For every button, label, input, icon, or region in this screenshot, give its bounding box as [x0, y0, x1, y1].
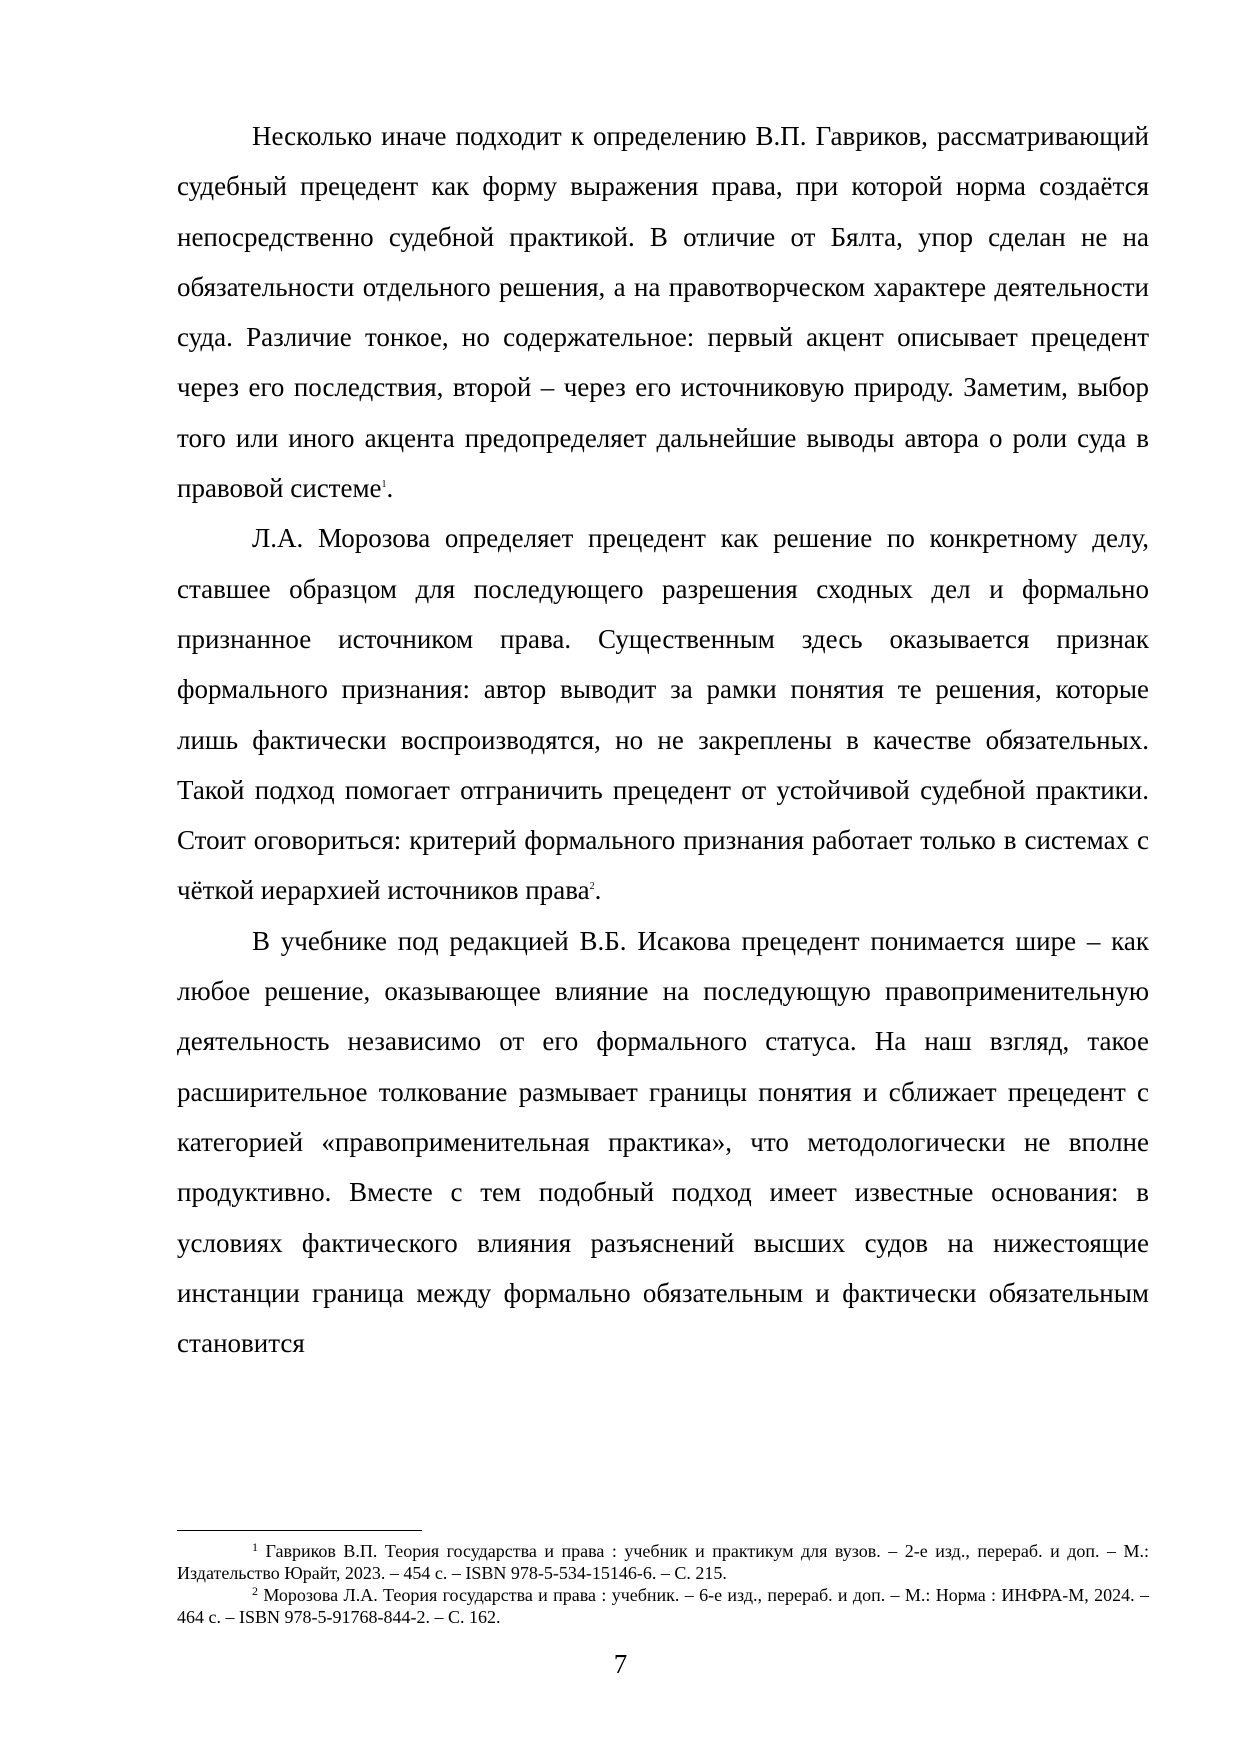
paragraph-1-tail: . [386, 473, 394, 504]
paragraph-3-text: В учебнике под редакцией В.Б. Исакова прецедент понимается шире – как любое решение, оказывающее влияние на последующую правоприменительную деятельность независимо от его формального статуса. На наш взгляд, такое расширительное толкование размывает границы понятия и сближает прецедент с категорией «правоприменительная практика», что методологически не вполне продуктивно. Вместе с тем подобный подход имеет известные основания: в условиях фактического влияния разъяснений высших судов на нижестоящие инстанции граница между формально обязательным и фактически обязательным становится [177, 925, 1149, 1359]
page-number: 7 [613, 1649, 628, 1679]
footnote-1-number: 1 [252, 1540, 258, 1554]
paragraph-1 [177, 111, 1149, 513]
footnote-1 [177, 1540, 1149, 1584]
main-text [177, 111, 1149, 1368]
paragraph-3 [177, 916, 1149, 1369]
paragraph-1-text: Несколько иначе подходит к определению В.П. Гавриков, рассматривающий судебный прецедент как форму выражения права, при которой норма создаётся непосредственно судебной практикой. В отличие от Бялта, упор сделан не на обязательности отдельного решения, а на правотворческом характере деятельности суда. Различие тонкое, но содержательное: первый акцент описывает прецедент через его последствия, второй – через его источниковую природу. Заметим, выбор того или иного акцента предопределяет дальнейшие выводы автора о роли суда в правовой системе [177, 121, 1149, 504]
footnote-separator [177, 1530, 422, 1531]
footnote-1-text: Гавриков В.П. Теория государства и права : учебник и практикум для вузов. – 2-е изд., перераб. и доп. – М.: Издательство Юрайт, 2023. – 454 с. – ISBN 978-5-534-15146-6. – С. 215. [177, 1541, 1149, 1583]
footnote-2 [177, 1584, 1149, 1628]
paragraph-2-text: Л.А. Морозова определяет прецедент как решение по конкретному делу, ставшее образцом для последующего разрешения сходных дел и формально признанное источником права. Существенным здесь оказывается признак формального признания: автор выводит за рамки понятия те решения, которые лишь фактически воспроизводятся, но не закреплены в качестве обязательных. Такой подход помогает отграничить прецедент от устойчивой судебной практики. Стоит оговориться: критерий формального признания работает только в системах с чёткой иерархией источников права [177, 523, 1149, 906]
paragraph-2-tail: . [594, 875, 602, 906]
paragraph-2 [177, 513, 1149, 915]
footnote-2-number: 2 [252, 1584, 258, 1598]
footnote-ref-1[interactable]: 1 [381, 479, 387, 491]
footnote-ref-2[interactable]: 2 [589, 881, 595, 893]
footnote-2-text: Морозова Л.А. Теория государства и права : учебник. – 6-е изд., перераб. и доп. – М.: Норма : ИНФРА-М, 2024. – 464 с. – ISBN 978-5-91768-844-2. – С. 162. [177, 1585, 1149, 1627]
footnotes [177, 1540, 1149, 1628]
